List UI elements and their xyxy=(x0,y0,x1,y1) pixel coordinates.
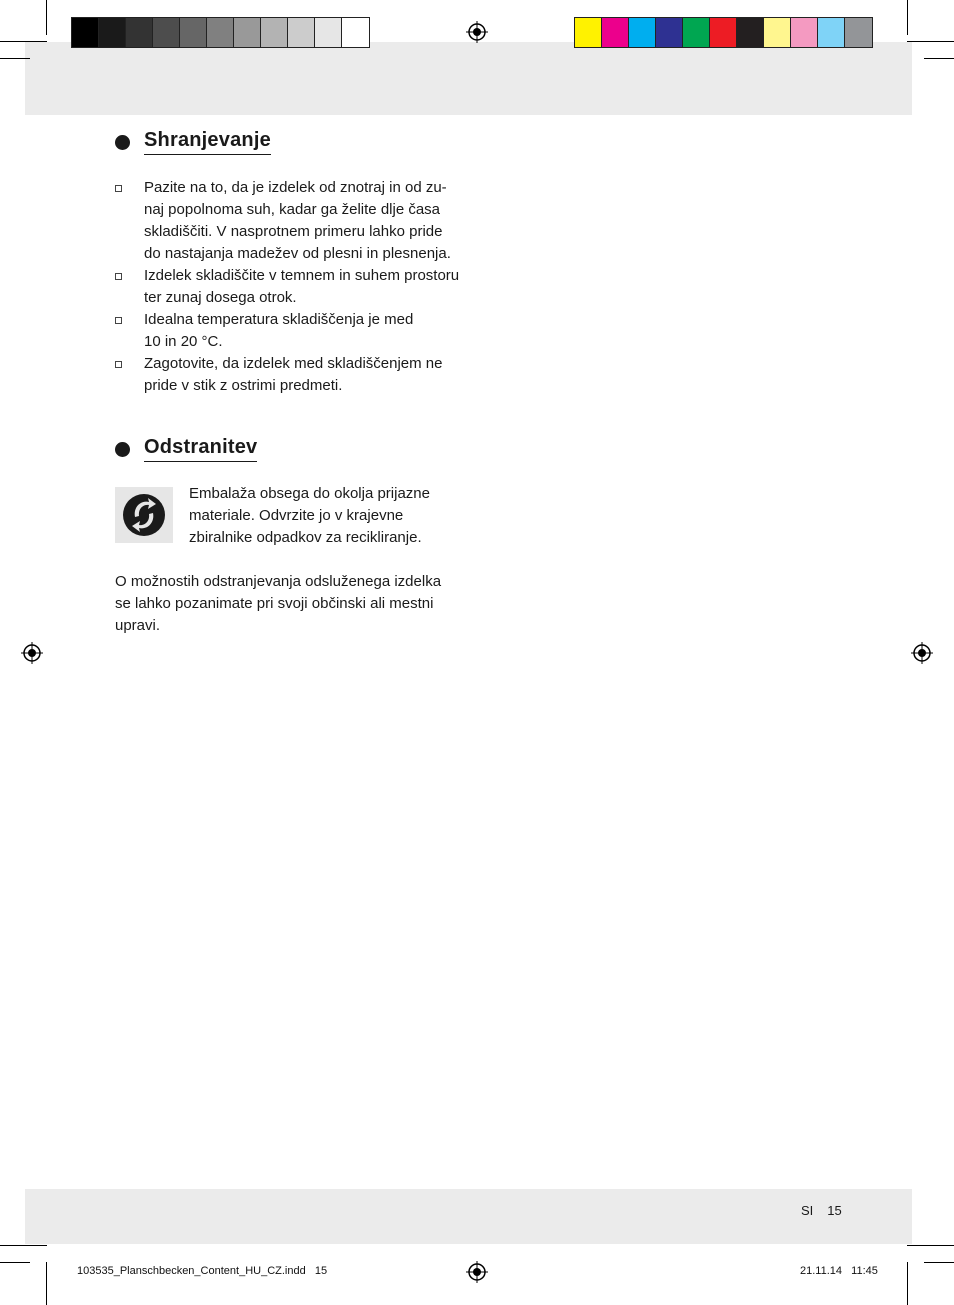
list-item xyxy=(115,309,465,353)
process-color-swatch xyxy=(656,18,683,47)
storage-title: Shranjevanje xyxy=(144,129,271,155)
slug-datetime: 21.11.14 11:45 xyxy=(800,1265,878,1277)
process-color-swatch xyxy=(629,18,656,47)
grayscale-color-bar xyxy=(71,17,370,48)
recycling-text: Embalaža obsega do okolja prijazne materiale. Odvrzite jo v krajevne zbiralnike odpadkov za recikliranje. xyxy=(189,485,430,546)
bullet-dot-icon xyxy=(115,135,130,150)
grayscale-swatch xyxy=(315,18,342,47)
process-color-swatch xyxy=(710,18,737,47)
registration-mark-icon xyxy=(21,642,43,664)
process-color-swatch xyxy=(683,18,710,47)
grayscale-swatch xyxy=(153,18,180,47)
process-color-swatch xyxy=(737,18,764,47)
process-color-swatch xyxy=(791,18,818,47)
grayscale-swatch xyxy=(342,18,369,47)
grayscale-swatch xyxy=(261,18,288,47)
list-item xyxy=(115,265,465,309)
list-item-text: Izdelek skladiščite v temnem in suhem prostoru ter zunaj dosega otrok. xyxy=(144,267,460,306)
crop-mark xyxy=(0,1262,30,1263)
checkbox-square-icon xyxy=(115,185,122,192)
grayscale-swatch xyxy=(207,18,234,47)
crop-mark xyxy=(907,0,908,35)
grayscale-swatch xyxy=(126,18,153,47)
grayscale-swatch xyxy=(72,18,99,47)
crop-mark xyxy=(907,1262,908,1305)
grayscale-swatch xyxy=(180,18,207,47)
language-code: SI xyxy=(801,1203,814,1218)
list-item-text: Idealna temperatura skladiščenja je med 10 in 20 °C. xyxy=(144,311,414,350)
crop-mark xyxy=(46,1262,47,1305)
disposal-info-text: O možnostih odstranjevanja odsluženega izdelka se lahko pozanimate pri svoji občinski ali mestni upravi. xyxy=(115,573,442,634)
process-color-swatch xyxy=(602,18,629,47)
grayscale-swatch xyxy=(288,18,315,47)
list-item-text: Pazite na to, da je izdelek od znotraj in od zu- naj popolnoma suh, kadar ga želite dlje časa skladiščiti. V nasprotnem primeru lahko pride do nastajanja madežev od plesni in plesnenja. xyxy=(144,179,451,262)
registration-mark-icon xyxy=(466,21,488,43)
storage-heading xyxy=(115,129,271,155)
process-color-bar xyxy=(574,17,873,48)
process-color-swatch xyxy=(818,18,845,47)
crop-mark xyxy=(0,41,47,42)
disposal-title: Odstranitev xyxy=(144,436,257,462)
crop-mark xyxy=(907,41,954,42)
process-color-swatch xyxy=(845,18,872,47)
crop-mark xyxy=(924,1262,954,1263)
checkbox-square-icon xyxy=(115,273,122,280)
checkbox-square-icon xyxy=(115,317,122,324)
header-band xyxy=(25,42,912,115)
grayscale-swatch xyxy=(234,18,261,47)
storage-instructions-list xyxy=(115,177,465,397)
process-color-swatch xyxy=(764,18,791,47)
registration-mark-icon xyxy=(466,1261,488,1283)
crop-mark xyxy=(0,58,30,59)
footer-band xyxy=(25,1189,912,1244)
green-dot-recycling-icon xyxy=(115,487,173,543)
process-color-swatch xyxy=(575,18,602,47)
list-item xyxy=(115,353,465,397)
disposal-heading xyxy=(115,436,257,462)
checkbox-square-icon xyxy=(115,361,122,368)
grayscale-swatch xyxy=(99,18,126,47)
crop-mark xyxy=(907,1245,954,1246)
crop-mark xyxy=(0,1245,47,1246)
crop-mark xyxy=(46,0,47,35)
page-number: 15 xyxy=(827,1203,842,1218)
slug-filename: 103535_Planschbecken_Content_HU_CZ.indd 15 xyxy=(77,1265,328,1277)
page-footer xyxy=(801,1203,842,1218)
list-item xyxy=(115,177,465,265)
bullet-dot-icon xyxy=(115,442,130,457)
crop-mark xyxy=(924,58,954,59)
list-item-text: Zagotovite, da izdelek med skladiščenjem ne pride v stik z ostrimi predmeti. xyxy=(144,355,443,394)
registration-mark-icon xyxy=(911,642,933,664)
